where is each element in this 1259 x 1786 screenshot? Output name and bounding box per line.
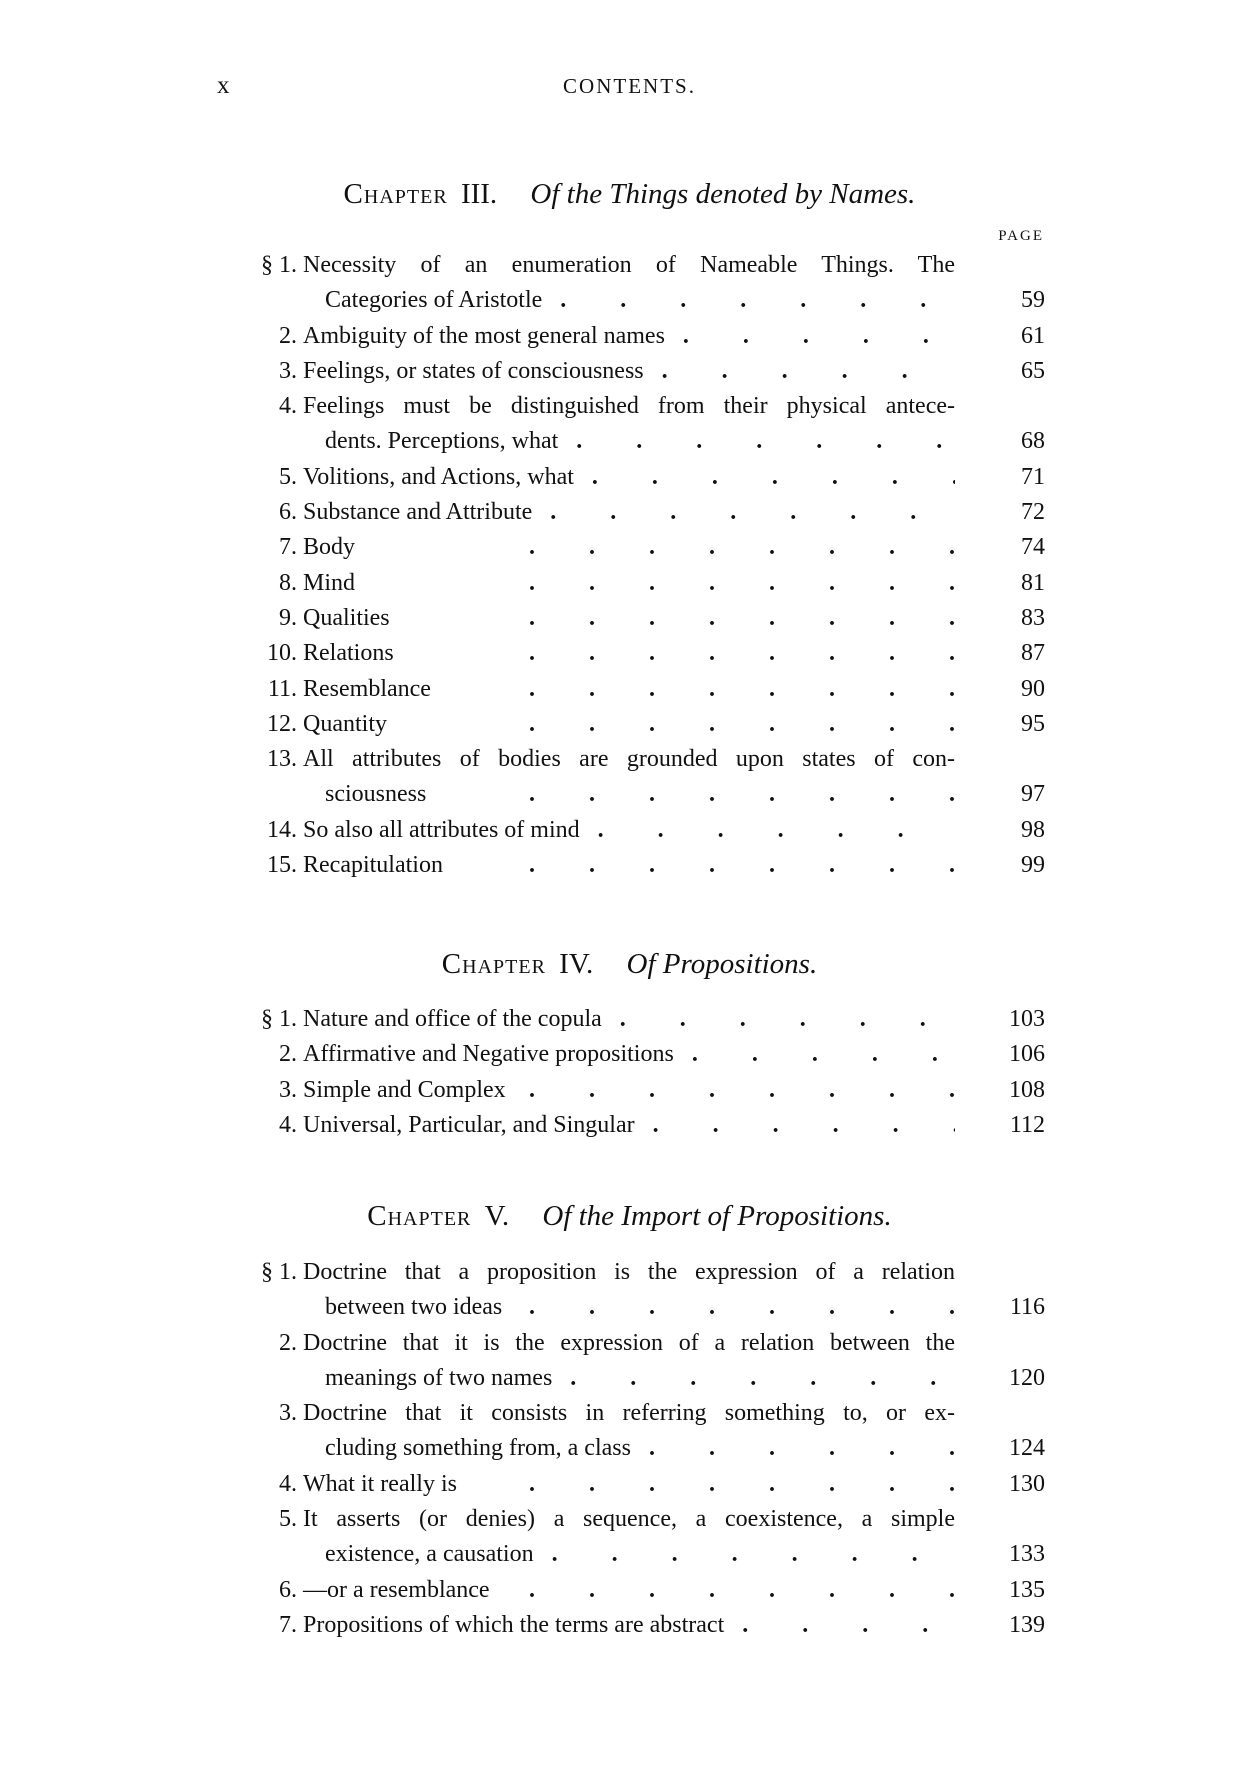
toc-line	[225, 1467, 1045, 1502]
section-number: 2.	[279, 322, 297, 349]
entry-text-wrap	[303, 848, 955, 883]
toc-entry	[225, 848, 1045, 883]
toc-line	[225, 248, 1045, 283]
entry-text-wrap	[325, 1290, 955, 1325]
toc-line	[225, 354, 1045, 389]
section-number: 5.	[279, 1506, 297, 1533]
entry-text-wrap	[303, 707, 955, 742]
chapter-title: Of the Things denoted by Names.	[530, 178, 916, 210]
entry-text: Body	[303, 534, 365, 560]
entry-text-wrap	[303, 813, 955, 848]
page-number: 90	[1021, 675, 1045, 702]
toc-entry	[225, 636, 1045, 671]
section-number: 7.	[279, 534, 297, 561]
page-number: 103	[1009, 1006, 1045, 1032]
page-number: 87	[1021, 640, 1045, 667]
entry-text: Categories of Aristotle	[325, 287, 552, 313]
entry-text-wrap	[303, 566, 955, 601]
chapter-contents	[225, 1255, 1045, 1643]
entry-text: Doctrine that it is the expression of a relation between the	[303, 1329, 955, 1356]
entry-text-wrap	[303, 1108, 955, 1143]
entry-text-wrap	[303, 1467, 955, 1502]
entry-text: Mind	[303, 570, 365, 596]
entry-text-wrap	[303, 1573, 955, 1608]
page-number: 61	[1021, 322, 1045, 349]
toc-entry	[225, 1396, 1045, 1467]
entry-text-wrap	[303, 495, 955, 530]
toc-entry	[225, 813, 1045, 848]
page-number: 68	[1021, 428, 1045, 455]
toc-line	[225, 601, 1045, 636]
page-number: 124	[1009, 1435, 1045, 1462]
toc-line	[225, 742, 1045, 777]
entry-text-wrap	[303, 1002, 955, 1037]
toc-entry	[225, 1502, 1045, 1573]
entry-text: Recapitulation	[303, 852, 453, 878]
entry-text-wrap	[325, 1537, 955, 1572]
toc-entry	[225, 1037, 1045, 1072]
entry-text-wrap	[303, 636, 955, 671]
chapter-contents	[225, 248, 1045, 883]
toc-entry	[225, 601, 1045, 636]
section-number: 9.	[279, 604, 297, 631]
section-number: 11.	[267, 675, 297, 702]
section-number: 15.	[267, 852, 297, 879]
entry-text-wrap	[303, 1037, 955, 1072]
page-number: 99	[1021, 852, 1045, 879]
toc-entry	[225, 389, 1045, 460]
folio: x	[217, 72, 230, 99]
section-number: 12.	[267, 710, 297, 737]
section-number: 6.	[279, 499, 297, 526]
entry-text: Ambiguity of the most general names	[303, 323, 675, 349]
toc-entry	[225, 460, 1045, 495]
page-number: 130	[1009, 1470, 1045, 1497]
section-number: 10.	[267, 640, 297, 667]
page-number: 65	[1021, 357, 1045, 384]
running-title: CONTENTS.	[563, 74, 696, 98]
toc-line	[225, 1608, 1045, 1643]
entry-text: Doctrine that a proposition is the expression of a relation	[303, 1259, 955, 1285]
chapter-number: IV.	[559, 948, 594, 980]
toc-line	[225, 1326, 1045, 1361]
toc-entry	[225, 742, 1045, 813]
toc-line	[225, 389, 1045, 424]
chapter-label: Chapter	[367, 1200, 472, 1232]
entry-text: Feelings must be distinguished from their physical antece-	[303, 393, 955, 420]
section-number: § 1.	[261, 1259, 297, 1285]
section-number: 6.	[279, 1576, 297, 1603]
page-number: 106	[1009, 1041, 1045, 1068]
page-number: 71	[1021, 463, 1045, 490]
section-number: 13.	[267, 746, 297, 773]
toc-entry	[225, 1608, 1045, 1643]
toc-entry	[225, 1255, 1045, 1326]
entry-text: —or a resemblance	[303, 1577, 500, 1603]
entry-text: It asserts (or denies) a sequence, a coexistence, a simple	[303, 1506, 955, 1533]
toc-line	[225, 424, 1045, 459]
entry-text: Resemblance	[303, 676, 441, 702]
section-number: 3.	[279, 1076, 297, 1103]
toc-entry	[225, 1002, 1045, 1037]
toc-line	[225, 1396, 1045, 1431]
section-number: § 1.	[261, 252, 297, 278]
entry-text-wrap	[325, 283, 955, 318]
chapter-label: Chapter	[441, 948, 546, 980]
entry-text-wrap	[325, 777, 955, 812]
toc-line	[225, 848, 1045, 883]
toc-line	[225, 636, 1045, 671]
toc-entry	[225, 566, 1045, 601]
entry-text-wrap	[303, 601, 955, 636]
section-number: 7.	[279, 1611, 297, 1638]
entry-text: What it really is	[303, 1471, 467, 1497]
toc-line	[225, 1002, 1045, 1037]
entry-text: Volitions, and Actions, what	[303, 464, 584, 490]
page-column-label: PAGE	[998, 228, 1044, 244]
section-number: § 1.	[261, 1006, 297, 1032]
chapter-label: Chapter	[343, 178, 448, 210]
chapter-number: III.	[460, 178, 498, 210]
page-number: 98	[1021, 816, 1045, 843]
page-number: 83	[1021, 604, 1045, 631]
entry-text: Necessity of an enumeration of Nameable Things. The	[303, 252, 955, 278]
entry-text-wrap	[303, 1073, 955, 1108]
toc-entry	[225, 1326, 1045, 1397]
toc-line	[225, 777, 1045, 812]
page-number: 81	[1021, 569, 1045, 596]
entry-text: dents. Perceptions, what	[325, 428, 568, 454]
entry-text-wrap	[303, 530, 955, 565]
toc-line	[225, 1255, 1045, 1290]
page-number: 97	[1021, 781, 1045, 808]
entry-text: All attributes of bodies are grounded upon states of con-	[303, 746, 955, 773]
page-number: 112	[1009, 1111, 1045, 1138]
toc-entry	[225, 319, 1045, 354]
toc-entry	[225, 530, 1045, 565]
entry-text: Affirmative and Negative propositions	[303, 1041, 684, 1067]
entry-text: Qualities	[303, 605, 400, 631]
running-head	[0, 72, 1259, 112]
entry-text: existence, a causation	[325, 1541, 544, 1567]
toc-line	[225, 460, 1045, 495]
toc-line	[225, 566, 1045, 601]
chapter-title: Of Propositions.	[626, 948, 818, 980]
entry-text: So also all attributes of mind	[303, 817, 590, 843]
entry-text-wrap	[303, 1608, 955, 1643]
entry-text: Simple and Complex	[303, 1077, 516, 1103]
toc-line	[225, 1361, 1045, 1396]
toc-line	[225, 1502, 1045, 1537]
section-number: 4.	[279, 393, 297, 420]
chapter-heading	[0, 1200, 1259, 1233]
entry-text: sciousness	[325, 781, 436, 807]
toc-line	[225, 1290, 1045, 1325]
toc-line	[225, 495, 1045, 530]
entry-text-wrap	[303, 672, 955, 707]
section-number: 3.	[279, 1400, 297, 1427]
toc-line	[225, 1037, 1045, 1072]
toc-line	[225, 319, 1045, 354]
page-number: 59	[1021, 287, 1045, 314]
toc-line	[225, 672, 1045, 707]
page-number: 139	[1009, 1611, 1045, 1638]
entry-text-wrap	[325, 1431, 955, 1466]
toc-entry	[225, 1073, 1045, 1108]
toc-line	[225, 1108, 1045, 1143]
toc-line	[225, 283, 1045, 318]
entry-text: Propositions of which the terms are abstract	[303, 1612, 734, 1638]
section-number: 4.	[279, 1470, 297, 1497]
entry-text: Substance and Attribute	[303, 499, 542, 525]
entry-text: between two ideas	[325, 1294, 512, 1320]
chapter-heading	[0, 948, 1259, 981]
entry-text-wrap	[303, 460, 955, 495]
entry-text: Universal, Particular, and Singular	[303, 1112, 645, 1138]
toc-entry	[225, 672, 1045, 707]
toc-entry	[225, 1108, 1045, 1143]
toc-entry	[225, 248, 1045, 319]
entry-text: Relations	[303, 640, 404, 666]
section-number: 3.	[279, 357, 297, 384]
entry-text: Feelings, or states of consciousness	[303, 358, 654, 384]
toc-line	[225, 1073, 1045, 1108]
page-number: 120	[1009, 1364, 1045, 1391]
page-number: 95	[1021, 710, 1045, 737]
entry-text: meanings of two names	[325, 1365, 562, 1391]
toc-entry	[225, 495, 1045, 530]
toc-entry	[225, 1573, 1045, 1608]
chapter-number: V.	[484, 1200, 510, 1232]
section-number: 2.	[279, 1329, 297, 1356]
toc-line	[225, 530, 1045, 565]
toc-line	[225, 707, 1045, 742]
section-number: 2.	[279, 1041, 297, 1068]
toc-line	[225, 1537, 1045, 1572]
page-number: 74	[1021, 534, 1045, 561]
page-number: 72	[1021, 499, 1045, 526]
chapter-title: Of the Import of Propositions.	[542, 1200, 892, 1232]
toc-line	[225, 813, 1045, 848]
chapter-heading	[0, 178, 1259, 211]
entry-text-wrap	[325, 1361, 955, 1396]
entry-text: Doctrine that it consists in referring something to, or ex-	[303, 1400, 955, 1427]
toc-entry	[225, 707, 1045, 742]
section-number: 8.	[279, 569, 297, 596]
entry-text-wrap	[325, 424, 955, 459]
entry-text: cluding something from, a class	[325, 1435, 641, 1461]
page-number: 133	[1009, 1541, 1045, 1568]
toc-line	[225, 1431, 1045, 1466]
page-number: 116	[1009, 1294, 1045, 1321]
section-number: 5.	[279, 463, 297, 490]
section-number: 14.	[267, 816, 297, 843]
entry-text-wrap	[303, 354, 955, 389]
page-number: 135	[1009, 1576, 1045, 1603]
page-number: 108	[1009, 1076, 1045, 1103]
section-number: 4.	[279, 1111, 297, 1138]
toc-line	[225, 1573, 1045, 1608]
entry-text-wrap	[303, 319, 955, 354]
entry-text: Nature and office of the copula	[303, 1006, 612, 1032]
toc-entry	[225, 354, 1045, 389]
chapter-contents	[225, 1002, 1045, 1143]
entry-text: Quantity	[303, 711, 397, 737]
toc-entry	[225, 1467, 1045, 1502]
